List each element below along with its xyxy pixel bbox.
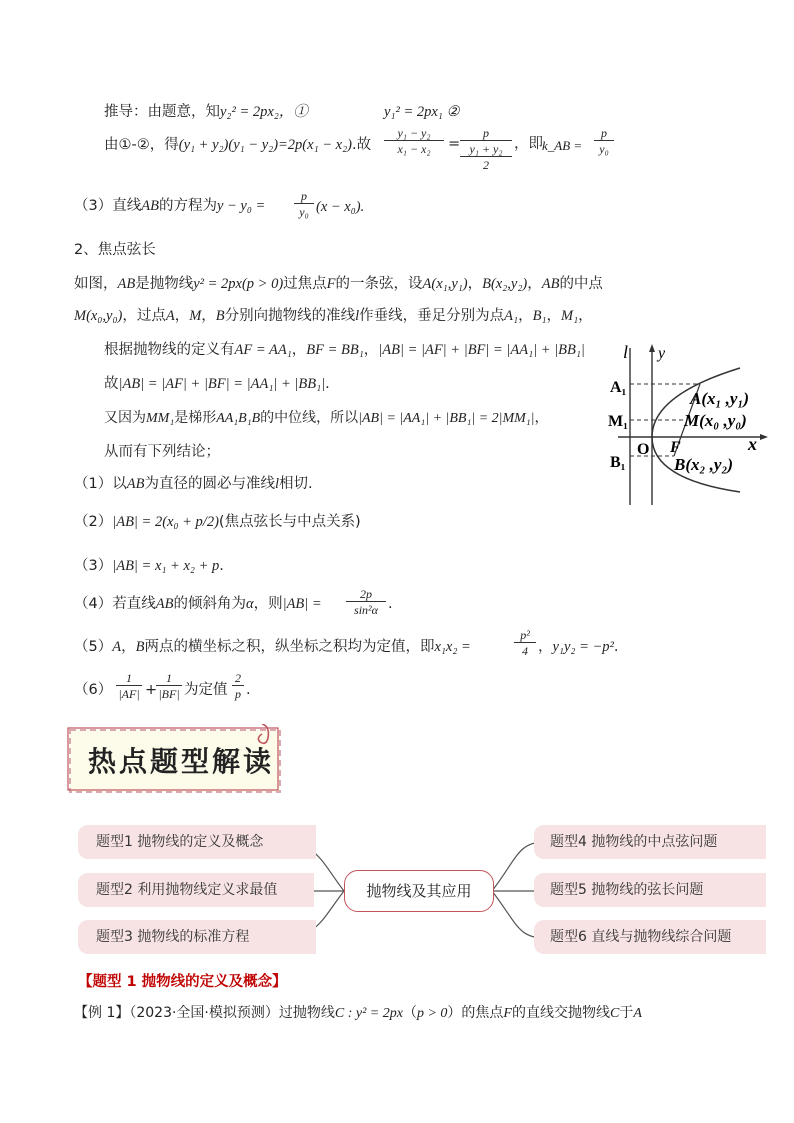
label-a1: A₁ <box>610 379 627 396</box>
fraction-denominator: |AF| <box>118 687 140 701</box>
text: 又因为 <box>104 410 146 426</box>
subtraction-equation: (y₁ + y₂)(y₁ − y₂)=2p(x₁ − x₂) <box>178 137 352 153</box>
topic-box-6[interactable]: 题型6 直线与抛物线综合问题 <box>534 920 766 954</box>
topic-box-5[interactable]: 题型5 抛物线的弦长问题 <box>534 873 766 907</box>
derivation-text: 由①-②，得 <box>104 137 179 153</box>
conclusion-1 <box>74 474 313 494</box>
math: MM₁ <box>146 411 175 426</box>
label-b: B(x₂ ,y₂) <box>674 455 734 474</box>
fraction-numerator: 2 <box>232 671 244 686</box>
text: 根据抛物线的定义有 <box>104 342 235 358</box>
plus-sign: + <box>145 682 158 698</box>
fraction-denominator: p <box>235 687 241 701</box>
text: . <box>246 682 251 698</box>
math: AB <box>541 276 560 292</box>
x-axis-arrow <box>760 434 768 440</box>
conclusion-line-3 <box>74 196 265 216</box>
text: 于 <box>619 1005 634 1021</box>
paragraph-line <box>104 408 549 429</box>
fraction-denominator: 4 <box>522 644 528 658</box>
text: （4）若直线 <box>74 596 156 612</box>
math: α <box>245 596 254 612</box>
paragraph-line: 从而有下列结论； <box>104 444 220 460</box>
paragraph-line <box>104 374 330 394</box>
math: AB <box>126 476 145 492</box>
math: A <box>112 639 122 655</box>
conclusion-5 <box>74 637 471 657</box>
math: A₁ <box>504 308 519 324</box>
math: B₁ <box>532 308 547 324</box>
derivation-line-1 <box>104 102 308 122</box>
text: . <box>325 376 330 392</box>
paragraph-line <box>74 306 593 326</box>
math: A <box>165 308 175 324</box>
fraction-numerator: p <box>594 126 614 141</box>
text: 的中点 <box>559 276 603 292</box>
text: ， <box>121 639 136 655</box>
fraction-numerator: p <box>294 189 314 204</box>
fraction-denominator: x₁ − x₂ <box>397 142 431 156</box>
label-b1: B₁ <box>610 454 626 471</box>
text: ， <box>363 342 379 358</box>
math: AB <box>117 276 136 292</box>
section-title: 【题型 1 抛物线的定义及概念】 <box>78 974 287 990</box>
conclusion-3 <box>74 556 224 576</box>
text: ， <box>527 276 542 292</box>
paragraph-line <box>104 340 585 360</box>
math: B <box>215 308 225 324</box>
math: B(x₂,y₂) <box>482 276 528 292</box>
math: A <box>633 1006 642 1021</box>
example-1 <box>74 1003 642 1024</box>
derivation-text: .故 <box>351 137 372 153</box>
conclusion-4 <box>74 594 322 614</box>
equation-2: y₁² = 2px₁ ② <box>384 104 460 120</box>
text: （1）以 <box>74 476 127 492</box>
derivation-text: 推导：由题意，知 <box>104 104 220 120</box>
parabola-figure <box>600 340 770 510</box>
math: BF = BB₁ <box>306 342 364 358</box>
text: 如图， <box>74 276 118 292</box>
text: . <box>613 639 619 655</box>
mindmap-center: 抛物线及其应用 <box>344 870 494 912</box>
text: 两点的横坐标之积，纵坐标之积均为定值，即 <box>144 639 435 655</box>
text: （2） <box>74 514 113 530</box>
label-m: M(x₀ ,y₀) <box>684 411 747 430</box>
label-focus: F <box>670 439 681 456</box>
label-x: x <box>748 434 757 454</box>
text: 的中位线，所以 <box>260 410 359 426</box>
math: AB <box>141 198 159 214</box>
topic-box-4[interactable]: 题型4 抛物线的中点弦问题 <box>534 825 766 859</box>
math: y − y₀ = <box>216 198 266 214</box>
text: ， <box>534 410 549 426</box>
text: . <box>219 558 224 574</box>
math: x₁x₂ = <box>434 639 471 655</box>
text: （5） <box>74 639 113 655</box>
math: p > 0 <box>416 1006 448 1021</box>
topic-box-3[interactable]: 题型3 抛物线的标准方程 <box>78 920 316 954</box>
text: 过焦点 <box>283 276 327 292</box>
fraction-denominator: 2 <box>483 158 489 172</box>
fraction-numerator: y₁ − y₂ <box>384 126 444 141</box>
math: F <box>503 1006 512 1021</box>
topic-box-2[interactable]: 题型2 利用抛物线定义求最值 <box>78 873 314 907</box>
conclusion-6: （6） <box>74 682 113 698</box>
fraction-denominator: y₀ <box>299 205 309 219</box>
text: ， <box>518 308 533 324</box>
text: (焦点弦长与中点关系) <box>218 514 361 530</box>
equals-sign: = <box>448 136 461 152</box>
math: |AB| = |AF| + |BF| = |AA₁| + |BB₁| <box>378 342 585 358</box>
math: y² = 2px(p > 0) <box>193 276 284 292</box>
fraction-numerator: 1 <box>156 671 182 686</box>
text: ， <box>174 308 190 324</box>
text: 的一条弦，设 <box>335 276 423 292</box>
equation-1: y₂² = 2px₂，① <box>220 104 308 120</box>
conclusion-5-tail <box>538 637 618 657</box>
text: （3）直线 <box>74 198 142 214</box>
text: （3） <box>74 558 113 574</box>
text: 相切. <box>278 476 313 492</box>
math: |AB| = x₁ + x₂ + p <box>112 558 220 574</box>
text: 是抛物线 <box>135 276 194 292</box>
label-l: l <box>623 342 629 362</box>
paragraph-line <box>74 274 603 294</box>
math: AF = AA₁ <box>234 342 292 358</box>
text: 的直线交抛物线 <box>511 1005 610 1021</box>
label-m1: M₁ <box>608 413 628 430</box>
label-a: A(x₁ ,y₁) <box>690 389 750 408</box>
text: ， <box>578 308 593 324</box>
text: 为定值 <box>184 682 228 698</box>
conclusion-2 <box>74 512 361 532</box>
math: C <box>609 1006 620 1021</box>
text: 为直径的圆必与准线 <box>144 476 275 492</box>
derivation-text: ，即 <box>514 136 543 152</box>
fraction-denominator: |BF| <box>158 687 180 701</box>
label-y: y <box>658 345 666 362</box>
math: M <box>189 308 202 324</box>
math: M(x₀,y₀) <box>74 308 123 324</box>
math: AB <box>155 596 174 612</box>
math: F <box>326 276 336 292</box>
math: y₁y₂ = −p² <box>552 639 614 655</box>
label-origin: O <box>637 441 650 458</box>
math: |AB| = 2(x₀ + p/2) <box>112 514 219 530</box>
math: l <box>355 308 360 324</box>
text: （ <box>402 1005 417 1021</box>
text: ， <box>467 276 483 292</box>
fraction-numerator: p² <box>514 628 536 643</box>
math: |AB| = |AA₁| + |BB₁| = 2|MM₁| <box>358 411 535 426</box>
fraction-denominator: sin²α <box>354 603 378 617</box>
text: 是梯形 <box>174 410 217 426</box>
math: |AB| = <box>282 596 322 612</box>
text: ， <box>291 342 307 358</box>
topic-box-1[interactable]: 题型1 抛物线的定义及概念 <box>78 825 316 859</box>
banner-title: 热点题型解读 <box>88 745 275 778</box>
text: 分别向抛物线的准线 <box>224 308 356 324</box>
fraction-numerator: p <box>460 126 512 141</box>
text: ）的焦点 <box>447 1005 504 1021</box>
derivation-line-2 <box>104 135 371 155</box>
text: ， <box>538 639 553 655</box>
fraction-denominator: y₀ <box>599 142 609 156</box>
math: A(x₁,y₁) <box>422 276 468 292</box>
math: (x − x₀). <box>316 199 365 215</box>
text: ，过点 <box>122 308 166 324</box>
fraction-denominator: y₁ + y₂ <box>460 142 512 157</box>
text: . <box>388 596 393 612</box>
fraction-numerator: 2p <box>346 587 386 602</box>
text: ， <box>546 308 561 324</box>
section-heading: 2、焦点弦长 <box>74 242 156 258</box>
math: |AB| = |AF| + |BF| = |AA₁| + |BB₁| <box>118 376 326 392</box>
slope-kab: k_AB = <box>542 138 583 153</box>
math: C : y² = 2px <box>334 1006 403 1021</box>
text: 的倾斜角为 <box>173 596 246 612</box>
text: 的方程为 <box>158 198 217 214</box>
math: l <box>274 476 279 492</box>
text: 作垂线，垂足分别为点 <box>359 308 505 324</box>
math: M₁ <box>560 308 579 324</box>
math: B <box>135 639 145 655</box>
text: 【例 1】（2023·全国·模拟预测）过抛物线 <box>74 1005 335 1021</box>
text: ，则 <box>253 596 283 612</box>
hot-topics-banner <box>66 724 284 796</box>
y-axis-arrow <box>649 344 655 352</box>
text: ， <box>201 308 216 324</box>
fraction-numerator: 1 <box>116 671 142 686</box>
text: 故 <box>104 376 119 392</box>
math: AA₁B₁B <box>216 411 261 426</box>
